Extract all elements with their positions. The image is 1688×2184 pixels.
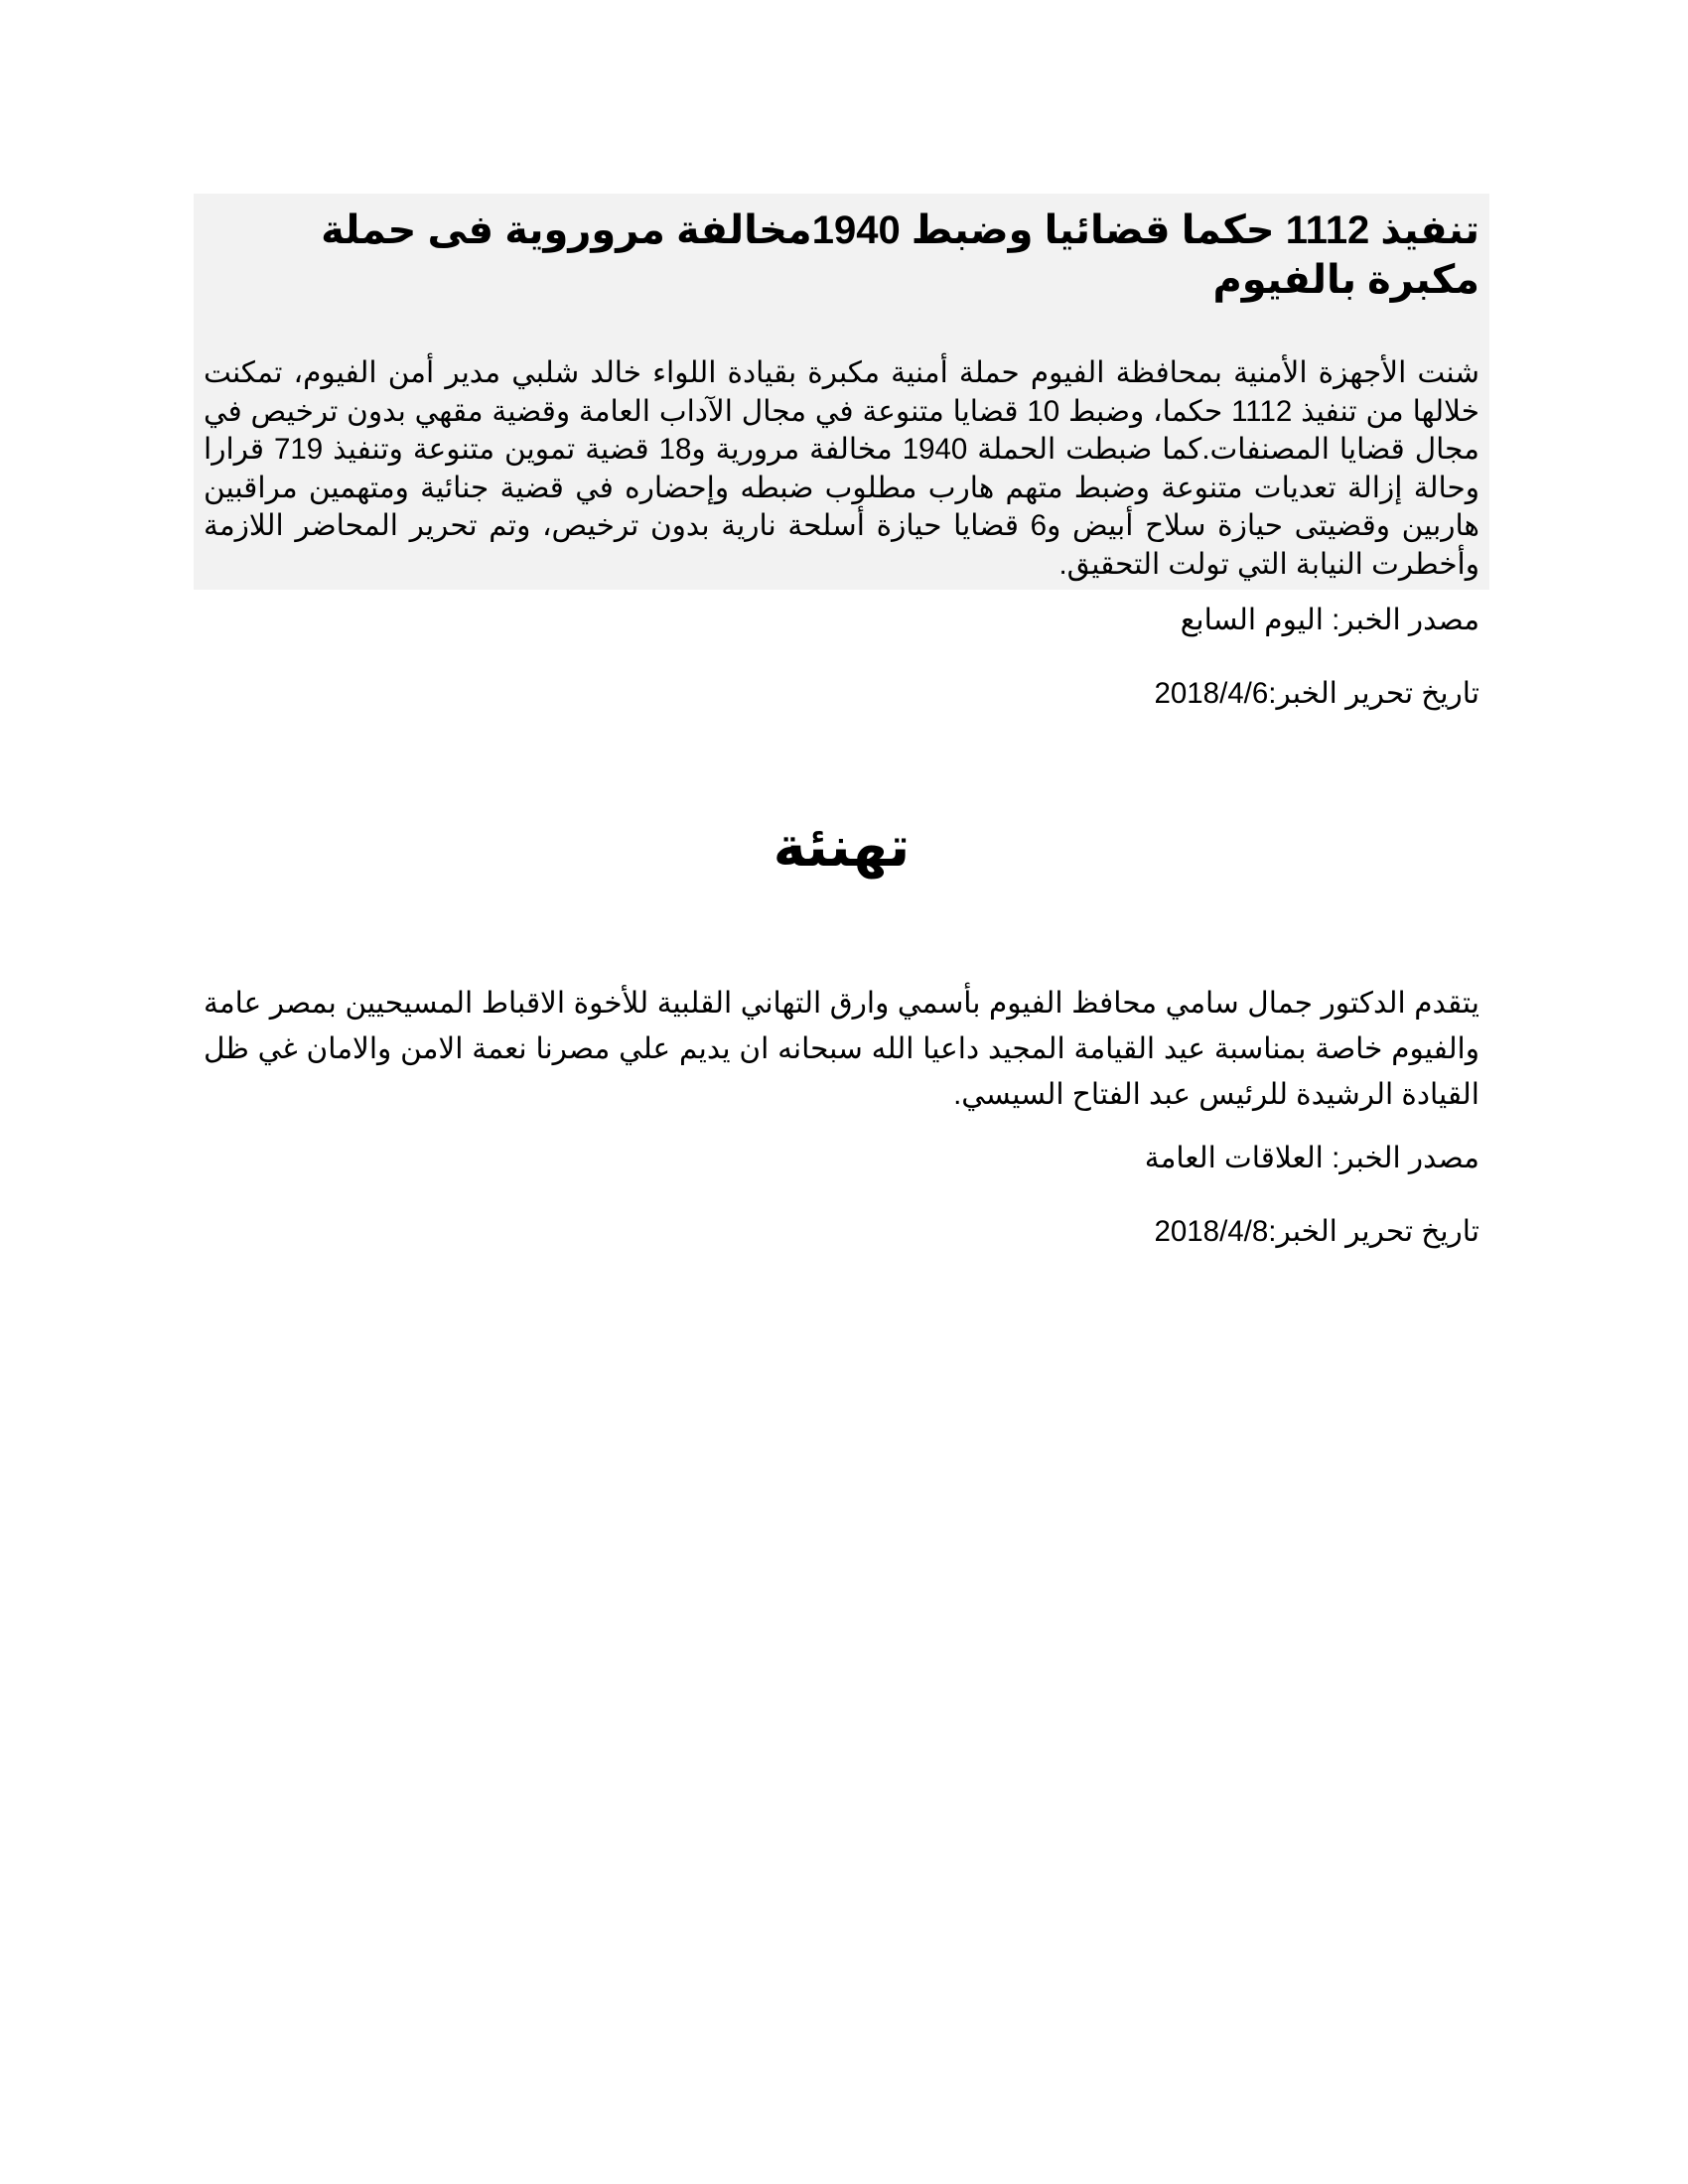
article-2-source: مصدر الخبر: العلاقات العامة — [1144, 1142, 1479, 1174]
article-1-title: تنفيذ 1112 حكما قضائيا وضبط 1940مخالفة مروروية فى حملة مكبرة بالفيوم — [321, 208, 1479, 302]
article-1-body: شنت الأجهزة الأمنية بمحافظة الفيوم حملة أمنية مكبرة بقيادة اللواء خالد شلبي مدير أمن الفيوم، تمكنت خلالها من تنفيذ 1112 حكما، وضبط 10 قضايا متنوعة في مجال الآداب العامة وقضية مقهي بدون ترخيص في مجال قضايا المصنفات.كما ضبطت الحملة 1940 مخالفة مرورية و18 قضية تموين متنوعة وتنفيذ 719 قرارا وحالة إزالة تعديات متنوعة وضبط متهم هارب مطلوب ضبطه وإحضاره في قضية جنائية ومتهمين مراقبين هاربين وقضيتى حيازة سلاح أبيض و6 قضايا حيازة أسلحة نارية بدون ترخيص، وتم تحرير المحاضر اللازمة وأخطرت النيابة التي تولت التحقيق. — [204, 356, 1479, 581]
article-1-source: مصدر الخبر: اليوم السابع — [1180, 604, 1479, 636]
article-2-title: تهنئة — [773, 815, 911, 878]
document-page — [194, 194, 1489, 1251]
article-2-date: تاريخ تحرير الخبر:2018/4/8 — [1154, 1215, 1479, 1248]
article-1-block — [194, 194, 1489, 590]
article-2-body: يتقدم الدكتور جمال سامي محافظ الفيوم بأسمي وارق التهاني القلبية للأخوة الاقباط المسيحيين بمصر عامة والفيوم خاصة بمناسبة عيد القيامة المجيد داعيا الله سبحانه ان يديم علي مصرنا نعمة الامن والامان غي ظل القيادة الرشيدة للرئيس عبد الفتاح السيسي. — [204, 987, 1479, 1111]
article-1-date: تاريخ تحرير الخبر:2018/4/6 — [1154, 677, 1479, 710]
